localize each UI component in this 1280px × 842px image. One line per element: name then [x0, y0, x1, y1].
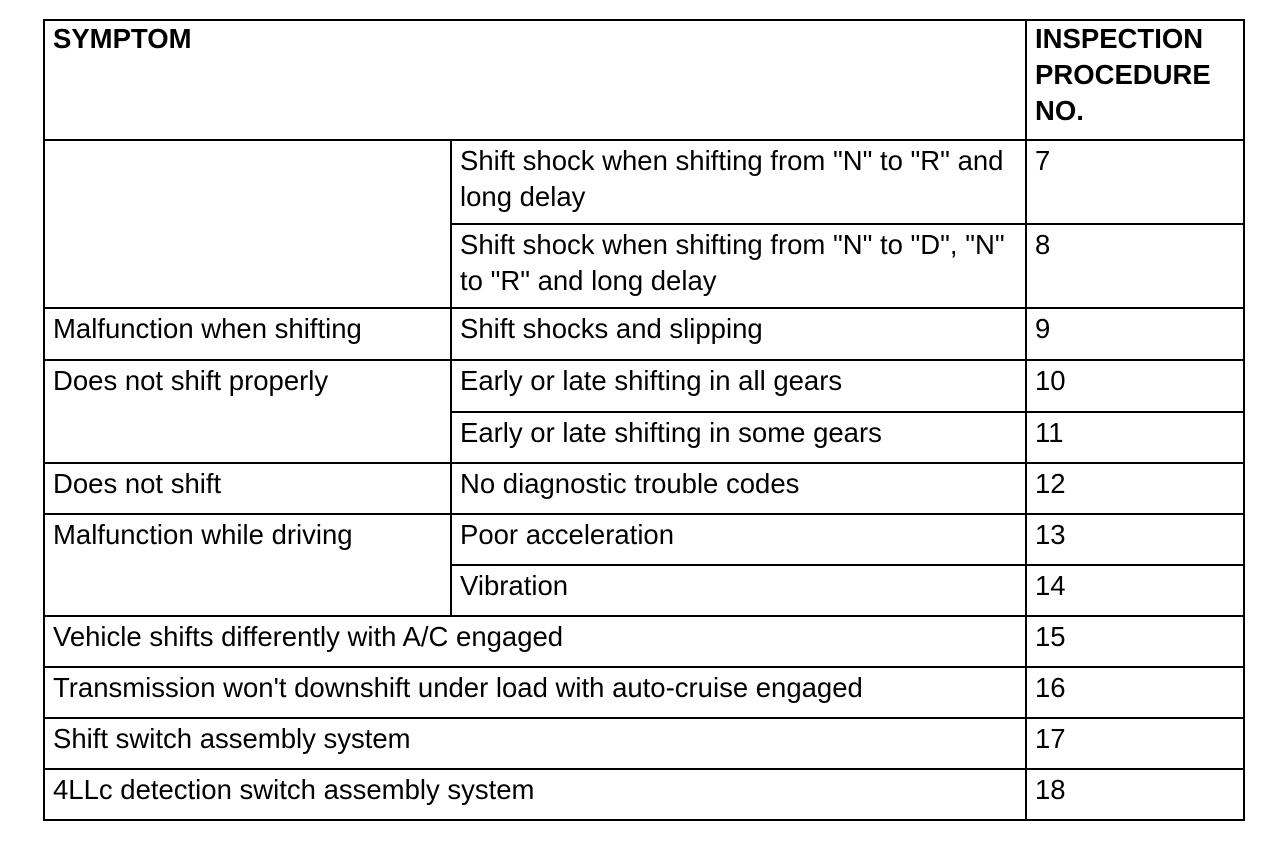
procedure-cell: 11 [1026, 412, 1244, 463]
table-row [44, 769, 1244, 820]
procedure-header-line2: PROCEDURE [1035, 59, 1211, 90]
symptom-cell: Shift shock when shifting from "N" to "D", "N" to "R" and long delay [451, 224, 1026, 308]
table-row [44, 360, 1244, 412]
table-row [44, 463, 1244, 514]
table-row [44, 616, 1244, 667]
table-row [44, 718, 1244, 769]
symptom-cell: Vehicle shifts differently with A/C engaged [44, 616, 1026, 667]
category-cell [44, 140, 451, 308]
procedure-cell: 15 [1026, 616, 1244, 667]
symptom-cell: No diagnostic trouble codes [451, 463, 1026, 514]
symptom-header: SYMPTOM [44, 20, 1026, 140]
symptom-cell: Early or late shifting in all gears [451, 360, 1026, 412]
category-cell: Malfunction while driving [44, 514, 451, 616]
procedure-header-line1: INSPECTION [1035, 23, 1204, 54]
symptom-cell: Shift shock when shifting from "N" to "R" and long delay [451, 140, 1026, 224]
category-cell: Malfunction when shifting [44, 308, 451, 360]
symptom-cell: Vibration [451, 565, 1026, 616]
symptom-cell: 4LLc detection switch assembly system [44, 769, 1026, 820]
category-cell: Does not shift properly [44, 360, 451, 463]
procedure-cell: 14 [1026, 565, 1244, 616]
procedure-cell: 8 [1026, 224, 1244, 308]
table-row [44, 514, 1244, 565]
table-header-row [44, 20, 1244, 140]
procedure-header-line3: NO. [1035, 95, 1084, 126]
table-row [44, 140, 1244, 224]
procedure-cell: 9 [1026, 308, 1244, 360]
symptom-cell: Poor acceleration [451, 514, 1026, 565]
procedure-cell: 10 [1026, 360, 1244, 412]
table-row [44, 308, 1244, 360]
symptom-cell: Transmission won't downshift under load with auto-cruise engaged [44, 667, 1026, 718]
symptom-cell: Shift shocks and slipping [451, 308, 1026, 360]
procedure-header [1026, 20, 1244, 140]
symptom-cell: Early or late shifting in some gears [451, 412, 1026, 463]
procedure-cell: 16 [1026, 667, 1244, 718]
table-row [44, 667, 1244, 718]
procedure-cell: 7 [1026, 140, 1244, 224]
procedure-cell: 17 [1026, 718, 1244, 769]
procedure-cell: 12 [1026, 463, 1244, 514]
symptom-table [43, 19, 1245, 821]
procedure-cell: 13 [1026, 514, 1244, 565]
category-cell: Does not shift [44, 463, 451, 514]
procedure-cell: 18 [1026, 769, 1244, 820]
symptom-cell: Shift switch assembly system [44, 718, 1026, 769]
